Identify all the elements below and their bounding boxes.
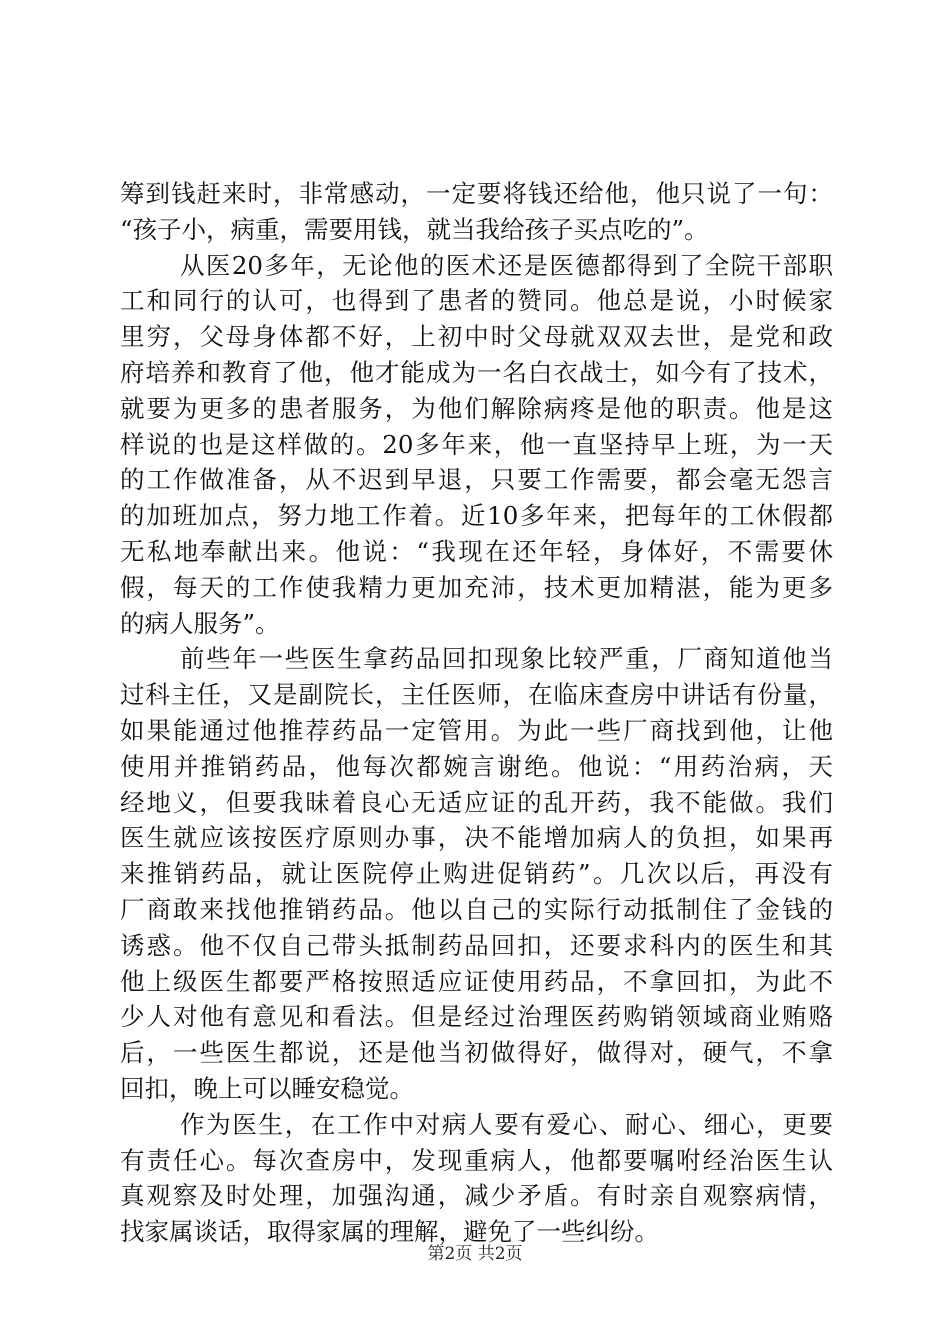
text-line: 过科主任，又是副院长，主任医师，在临床查房中讲话有份量， — [120, 680, 833, 710]
text-line: 工和同行的认可，也得到了患者的赞同。他总是说，小时候家 — [120, 286, 833, 316]
text-line: 样说的也是这样做的。20多年来，他一直坚持早上班，为一天 — [120, 429, 833, 459]
text-line: 的加班加点，努力地工作着。近10多年来，把每年的工休假都 — [120, 501, 833, 531]
text-line: 找家属谈话，取得家属的理解，避免了一些纠纷。 — [120, 1217, 659, 1247]
text-line: 的病人服务”。 — [120, 608, 280, 638]
text-line: “孩子小，病重，需要用钱，就当我给孩子买点吃的”。 — [120, 214, 709, 244]
text-line: 里穷，父母身体都不好，上初中时父母就双双去世，是党和政 — [120, 322, 833, 352]
text-line: 如果能通过他推荐药品一定管用。为此一些厂商找到他，让他 — [120, 715, 833, 745]
text-line: 经地义，但要我昧着良心无适应证的乱开药，我不能做。我们 — [120, 787, 833, 817]
text-line: 他上级医生都要严格按照适应证使用药品，不拿回扣，为此不 — [120, 966, 833, 996]
text-line: 就要为更多的患者服务，为他们解除病疼是他的职责。他是这 — [120, 393, 833, 423]
text-line: 诱惑。他不仅自己带头抵制药品回扣，还要求科内的医生和其 — [120, 930, 833, 960]
text-line: 前些年一些医生拿药品回扣现象比较严重，厂商知道他当 — [180, 644, 833, 674]
text-line: 后，一些医生都说，还是他当初做得好，做得对，硬气，不拿 — [120, 1038, 833, 1068]
text-line: 筹到钱赶来时，非常感动，一定要将钱还给他，他只说了一句： — [120, 179, 833, 208]
text-line: 真观察及时处理，加强沟通，减少矛盾。有时亲自观察病情， — [120, 1181, 833, 1211]
text-line: 来推销药品，就让医院停止购进促销药”。几次以后，再没有 — [120, 859, 833, 889]
text-line: 的工作做准备，从不迟到早退，只要工作需要，都会毫无怨言 — [120, 465, 833, 495]
text-line: 少人对他有意见和看法。但是经过治理医药购销领域商业贿赂 — [120, 1002, 833, 1032]
page-footer: 第2页 共2页 — [427, 1244, 523, 1264]
text-line: 作为医生，在工作中对病人要有爱心、耐心、细心，更要 — [180, 1109, 833, 1139]
text-line: 厂商敢来找他推销药品。他以自己的实际行动抵制住了金钱的 — [120, 894, 833, 924]
text-line: 假，每天的工作使我精力更加充沛，技术更加精湛，能为更多 — [120, 572, 833, 602]
text-line: 使用并推销药品，他每次都婉言谢绝。他说：“用药治病，天 — [120, 751, 833, 781]
text-line: 无私地奉献出来。他说：“我现在还年轻，身体好，不需要休 — [120, 536, 833, 566]
body-text — [120, 176, 833, 1250]
text-line: 有责任心。每次查房中，发现重病人，他都要嘱咐经治医生认 — [120, 1145, 833, 1175]
text-line: 回扣，晚上可以睡安稳觉。 — [120, 1073, 414, 1103]
text-line: 医生就应该按医疗原则办事，决不能增加病人的负担，如果再 — [120, 823, 833, 853]
text-line: 从医20多年，无论他的医术还是医德都得到了全院干部职 — [180, 250, 833, 280]
text-line: 府培养和教育了他，他才能成为一名白衣战士，如今有了技术， — [120, 357, 833, 387]
